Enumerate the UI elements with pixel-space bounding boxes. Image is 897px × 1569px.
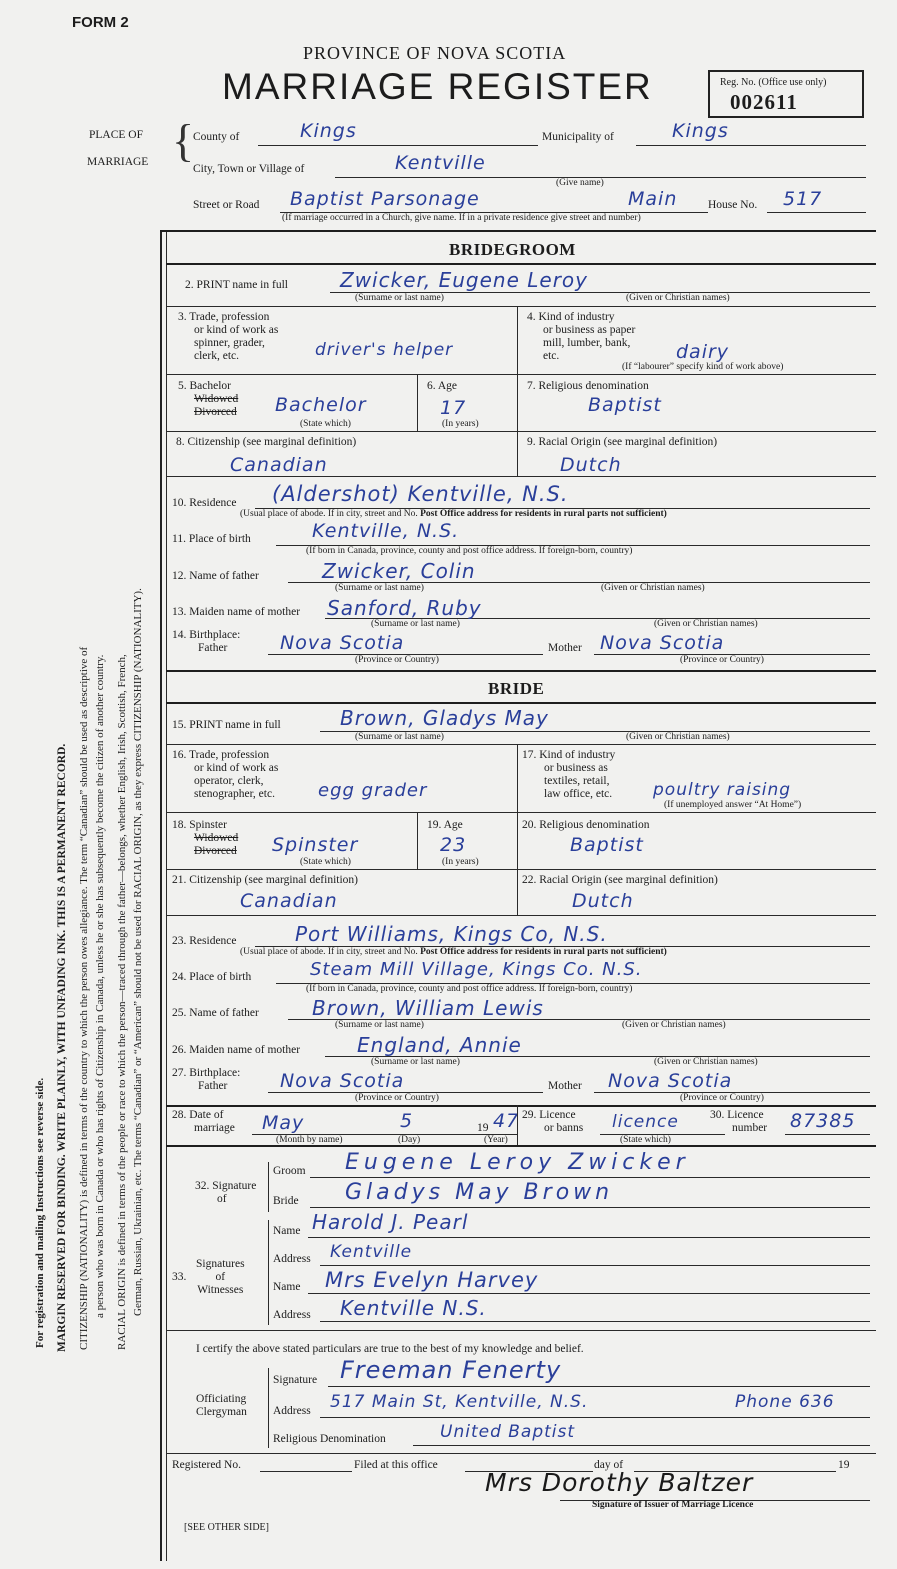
clergy-denomination: United Baptist <box>440 1422 576 1442</box>
street-value: Main <box>628 188 678 210</box>
bride-father-label: 25. Name of father <box>172 1007 259 1019</box>
groom-name-value: Zwicker, Eugene Leroy <box>340 268 588 292</box>
bride-residence-value: Port Williams, Kings Co, N.S. <box>295 922 608 946</box>
bride-mother-surname-note: (Surname or last name) <box>371 1057 460 1067</box>
marriage-year: 47 <box>493 1110 520 1132</box>
groom-trade-value: driver's helper <box>315 340 454 360</box>
state-which-note: (State which) <box>300 419 351 429</box>
section-bridegroom: BRIDEGROOM <box>449 240 576 259</box>
page-title: MARRIAGE REGISTER <box>222 66 653 107</box>
house-value: 517 <box>783 188 823 210</box>
groom-religion-label: 7. Religious denomination <box>527 380 649 392</box>
residence-note: (Usual place of abode. If in city, street and No. Post Office address for residents in rural parts not sufficient) <box>240 509 667 519</box>
place-label-1: PLACE OF <box>89 129 143 141</box>
bride-racial-label: 22. Racial Origin (see marginal definition) <box>522 874 718 886</box>
bride-birth-note: (If born in Canada, province, county and post office address. If foreign-born, country) <box>306 984 633 994</box>
marriage-day: 5 <box>400 1110 414 1132</box>
bride-signature: Gladys May Brown <box>345 1180 614 1205</box>
witness-number: 33. <box>172 1271 187 1283</box>
w1-address-label: Address <box>273 1253 311 1265</box>
registered-no-label: Registered No. <box>172 1459 241 1471</box>
footer-year-prefix: 19 <box>838 1459 850 1471</box>
bride-state-which: (State which) <box>300 857 351 867</box>
margin-racial-def-2: German, Russian, Ukrainian, etc. The terms “Canadian” or “American” should not be used for RACIAL ORIGIN, as they express CITIZENSHIP (NATIONALITY). <box>132 588 144 1316</box>
signature-label: 32. Signature of <box>195 1180 257 1205</box>
see-other-side: [SEE OTHER SIDE] <box>184 1522 269 1533</box>
issuer-signature: Mrs Dorothy Baltzer <box>485 1468 754 1497</box>
groom-status-value: Bachelor <box>275 394 367 416</box>
bride-mother-birthplace: Nova Scotia <box>608 1070 733 1092</box>
bride-status-value: Spinster <box>272 834 359 856</box>
section-bride: BRIDE <box>488 679 545 698</box>
father-province-note: (Province or Country) <box>355 655 439 665</box>
bride-father-birthplace: Nova Scotia <box>280 1070 405 1092</box>
reg-number-box <box>708 70 864 118</box>
church-value: Baptist Parsonage <box>290 188 480 210</box>
place-label-2: MARRIAGE <box>87 156 149 168</box>
groom-signature: Eugene Leroy Zwicker <box>345 1150 690 1175</box>
groom-racial-label: 9. Racial Origin (see marginal definition) <box>527 436 718 448</box>
bride-racial-value: Dutch <box>572 890 634 912</box>
groom-mother-birthplace: Nova Scotia <box>600 632 725 654</box>
bride-father-given-note: (Given or Christian names) <box>622 1020 726 1030</box>
bride-citizenship-value: Canadian <box>240 890 338 912</box>
clergy-label: Officiating Clergyman <box>196 1393 247 1418</box>
groom-age-label: 6. Age <box>427 380 458 392</box>
w2-name-label: Name <box>273 1281 301 1293</box>
municipality-label: Municipality of <box>542 131 614 143</box>
given-note: (Given or Christian names) <box>626 293 730 303</box>
mother-given-note: (Given or Christian names) <box>654 619 758 629</box>
groom-racial-value: Dutch <box>560 454 622 476</box>
father-given-note: (Given or Christian names) <box>601 583 705 593</box>
licence-value: licence <box>612 1112 679 1132</box>
bride-mother-province-note: (Province or Country) <box>680 1093 764 1103</box>
margin-citizenship-def-2: a person who was born in Canada or who has rights of Citizenship in Canada, unless he or she has subsequently become the citizen of another country. <box>94 654 106 1318</box>
w2-name-value: Mrs Evelyn Harvey <box>325 1268 539 1292</box>
house-label: House No. <box>708 199 758 211</box>
reg-number-value: 002611 <box>730 90 798 114</box>
groom-birth-label: 11. Place of birth <box>172 533 251 545</box>
street-label: Street or Road <box>193 199 260 211</box>
clergy-phone: Phone 636 <box>735 1392 835 1412</box>
mother-surname-note: (Surname or last name) <box>371 619 460 629</box>
marriage-month: May <box>262 1112 305 1134</box>
w1-name-label: Name <box>273 1225 301 1237</box>
filed-label: Filed at this office <box>354 1459 438 1471</box>
margin-instructions: For registration and mailing Instructions see reverse side. <box>34 1077 46 1348</box>
groom-citizenship-value: Canadian <box>230 454 328 476</box>
give-name-note: (Give name) <box>556 178 604 188</box>
w1-name-value: Harold J. Pearl <box>312 1210 469 1234</box>
groom-birth-value: Kentville, N.S. <box>312 520 460 542</box>
province-heading: PROVINCE OF NOVA SCOTIA <box>303 43 567 63</box>
bride-sig-label: Bride <box>273 1195 299 1207</box>
licence-state-note: (State which) <box>620 1135 671 1145</box>
marriage-date-label: 28. Date of marriage <box>172 1109 235 1134</box>
city-label: City, Town or Village of <box>193 163 305 175</box>
bride-trade-label: 16. Trade, profession or kind of work as operator, clerk, stenographer, etc. <box>172 749 279 800</box>
licence-label: 29. Licence or banns <box>522 1109 584 1134</box>
clergy-address-label: Address <box>273 1405 311 1417</box>
unemployed-note: (If unemployed answer “At Home”) <box>664 800 802 810</box>
father-surname-note: (Surname or last name) <box>335 583 424 593</box>
bride-birthplace-label: 27. Birthplace: Father <box>172 1067 241 1092</box>
certify-statement: I certify the above stated particulars are true to the best of my knowledge and belief. <box>196 1343 584 1355</box>
bride-trade-value: egg grader <box>318 780 428 801</box>
year-note: (Year) <box>484 1135 508 1145</box>
birth-note: (If born in Canada, province, county and post office address. If foreign-born, country) <box>306 546 633 556</box>
city-value: Kentville <box>395 152 486 174</box>
bride-mother-value: England, Annie <box>357 1033 522 1057</box>
bride-religion-value: Baptist <box>570 834 644 856</box>
groom-industry-value: dairy <box>676 341 730 363</box>
groom-mother-label: 13. Maiden name of mother <box>172 606 301 618</box>
bride-name-label: 15. PRINT name in full <box>172 719 281 731</box>
day-note: (Day) <box>398 1135 421 1145</box>
bride-citizenship-label: 21. Citizenship (see marginal definition) <box>172 874 358 886</box>
mother-province-note: (Province or Country) <box>680 655 764 665</box>
bride-industry-label: 17. Kind of industry or business as textiles, retail, law office, etc. <box>522 749 616 800</box>
clergy-signature: Freeman Fenerty <box>340 1356 562 1384</box>
bride-name-value: Brown, Gladys May <box>340 706 549 730</box>
bride-age-label: 19. Age <box>427 819 463 831</box>
w2-address-value: Kentville N.S. <box>340 1296 487 1320</box>
issuer-label: Signature of Issuer of Marriage Licence <box>592 1500 754 1510</box>
in-years-note: (In years) <box>442 419 479 429</box>
witnesses-label: Signatures of Witnesses <box>196 1258 245 1296</box>
licence-number-label: 30. Licence number <box>710 1109 768 1134</box>
clergy-address: 517 Main St, Kentville, N.S. <box>330 1392 589 1412</box>
groom-sig-label: Groom <box>273 1165 306 1177</box>
groom-industry-label: 4. Kind of industry or business as paper mill, lumber, bank, etc. <box>527 311 636 362</box>
marriage-year-prefix: 19 <box>477 1122 489 1134</box>
county-label: County of <box>193 131 240 143</box>
labourer-note: (If “labourer” specify kind of work above) <box>622 362 784 372</box>
margin-racial-def: RACIAL ORIGIN is defined in terms of the people or race to which the person—traced through the father—belongs, whether English, Irish, Scottish, French, <box>116 654 128 1350</box>
groom-name-label: 2. PRINT name in full <box>185 279 288 291</box>
groom-father-value: Zwicker, Colin <box>322 559 476 583</box>
licence-number-value: 87385 <box>790 1110 856 1132</box>
bride-surname-note: (Surname or last name) <box>355 732 444 742</box>
bride-mother-word: Mother <box>548 1080 582 1092</box>
month-note: (Month by name) <box>276 1135 343 1145</box>
groom-trade-label: 3. Trade, profession or kind of work as spinner, grader, clerk, etc. <box>178 311 279 362</box>
groom-mother-word: Mother <box>548 642 582 654</box>
groom-status-label: 5. Bachelor Widowed Divorced <box>178 380 239 418</box>
bride-residence-label: 23. Residence <box>172 935 237 947</box>
bride-birth-value: Steam Mill Village, Kings Co. N.S. <box>310 959 643 980</box>
reg-number-label: Reg. No. (Office use only) <box>720 77 827 88</box>
groom-residence-value: (Aldershot) Kentville, N.S. <box>272 482 569 506</box>
bride-father-province-note: (Province or Country) <box>355 1093 439 1103</box>
w1-address-value: Kentville <box>330 1242 413 1262</box>
bride-given-note: (Given or Christian names) <box>626 732 730 742</box>
groom-mother-value: Sanford, Ruby <box>327 596 482 620</box>
margin-citizenship-def: CITIZENSHIP (NATIONALITY) is defined in terms of the country to which the person owes allegiance. The term “Canadian” should be used as descriptive of <box>78 646 90 1350</box>
surname-note: (Surname or last name) <box>355 293 444 303</box>
groom-father-label: 12. Name of father <box>172 570 259 582</box>
groom-religion-value: Baptist <box>588 394 662 416</box>
bride-industry-value: poultry raising <box>653 780 792 800</box>
municipality-value: Kings <box>672 120 729 142</box>
bride-residence-note: (Usual place of abode. If in city, street and No. Post Office address for residents in rural parts not sufficient) <box>240 947 667 957</box>
bride-religion-label: 20. Religious denomination <box>522 819 650 831</box>
bride-father-surname-note: (Surname or last name) <box>335 1020 424 1030</box>
margin-text-block <box>35 352 165 1352</box>
groom-birthplace-label: 14. Birthplace: Father <box>172 629 241 654</box>
bride-in-years: (In years) <box>442 857 479 867</box>
place-brace: { <box>172 115 195 166</box>
groom-citizenship-label: 8. Citizenship (see marginal definition) <box>176 436 357 448</box>
w2-address-label: Address <box>273 1309 311 1321</box>
bride-father-value: Brown, William Lewis <box>312 996 544 1020</box>
form-number: FORM 2 <box>72 14 129 31</box>
groom-residence-label: 10. Residence <box>172 497 237 509</box>
bride-birth-label: 24. Place of birth <box>172 971 252 983</box>
clergy-signature-label: Signature <box>273 1374 318 1386</box>
bride-age-value: 23 <box>440 834 467 856</box>
county-value: Kings <box>300 120 357 142</box>
groom-father-birthplace: Nova Scotia <box>280 632 405 654</box>
day-of-label: day of <box>594 1459 624 1471</box>
bride-mother-label: 26. Maiden name of mother <box>172 1044 301 1056</box>
clergy-denomination-label: Religious Denomination <box>273 1433 386 1445</box>
groom-age-value: 17 <box>440 397 467 419</box>
bride-mother-given-note: (Given or Christian names) <box>654 1057 758 1067</box>
bride-status-label: 18. Spinster Widowed Divorced <box>172 819 239 857</box>
margin-binding-note: MARGIN RESERVED FOR BINDING. WRITE PLAINLY, WITH UNFADING INK. THIS IS A PERMANENT RECORD. <box>56 743 68 1352</box>
street-note: (If marriage occurred in a Church, give name. If in a private residence give street and number) <box>282 213 641 223</box>
